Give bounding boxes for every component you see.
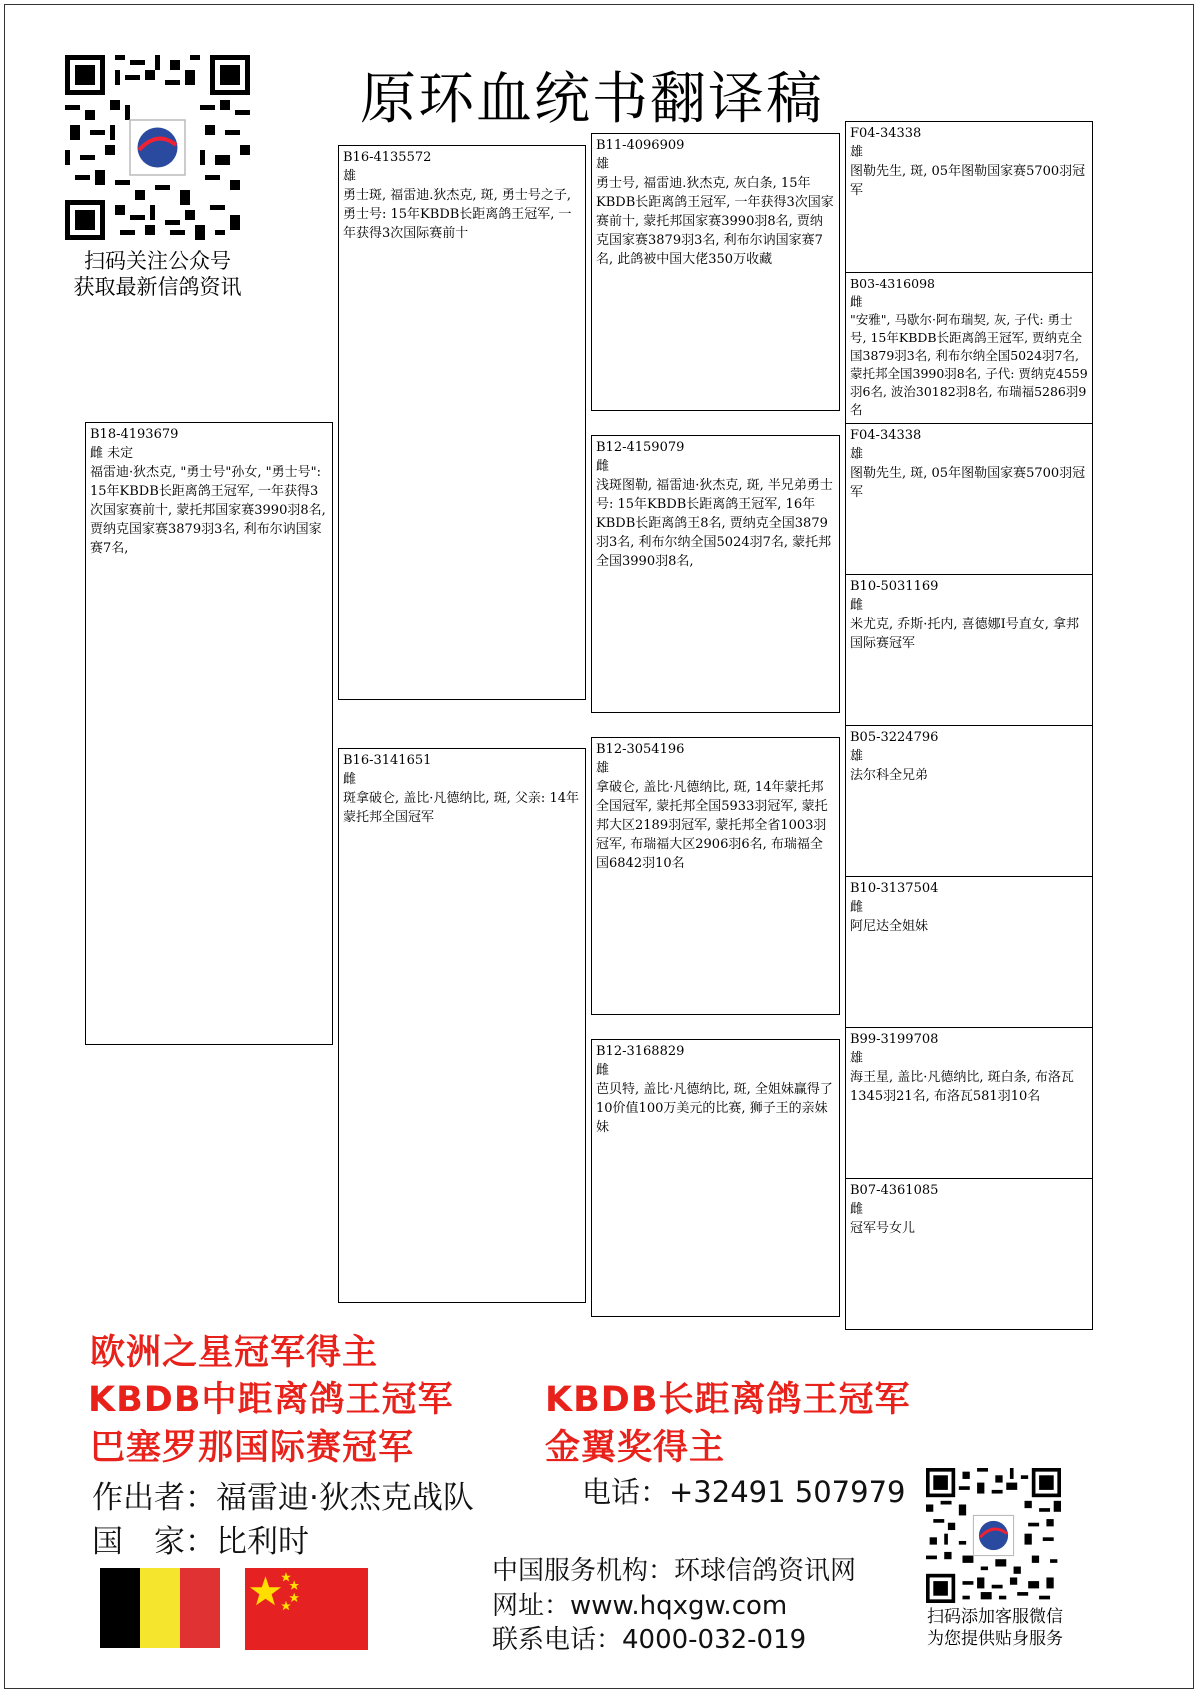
pedigree-description: 勇士斑, 福雷迪.狄杰克, 斑, 勇士号之子, 勇士号: 15年KBDB长距离鸽王冠军, 一年获得3次国际赛前十 <box>343 188 572 241</box>
sex-label: 雄 <box>850 145 864 160</box>
pedigree-sss <box>845 121 1093 273</box>
pedigree-description: "安雅", 马歇尔·阿布瑞契, 灰, 子代: 勇士号, 15年KBDB长距离鸽王冠军, 贾纳克全国3879羽3名, 利布尔纳全国5024羽7名, 蒙托邦全国3990羽8名, 子代: 贾纳克4559羽6名, 波治30182羽8名, 布瑞福5286羽9名 <box>850 312 1088 417</box>
pedigree-sdd <box>845 574 1093 726</box>
pedigree-description: 海王星, 盖比·凡德纳比, 斑白条, 布洛瓦1345羽21名, 布洛瓦581羽10名 <box>850 1070 1074 1104</box>
ring-number: F04-34338 <box>850 428 922 443</box>
pedigree-description: 斑拿破仑, 盖比·凡德纳比, 斑, 父亲: 14年蒙托邦全国冠军 <box>343 791 579 825</box>
sex-label: 雌 <box>596 1063 610 1078</box>
sex-label: 雄 <box>343 169 357 184</box>
qr-top-caption-line1: 扫码关注公众号 <box>84 249 231 273</box>
pedigree-dss <box>845 725 1093 877</box>
pedigree-description: 浅斑图勒, 福雷迪·狄杰克, 斑, 半兄弟勇士号: 15年KBDB长距离鸽王冠军, 16年KBDB长距离鸽王8名, 贾纳克全国3879羽3名, 利布尔纳全国5024羽7名, 蒙托邦全国3990羽8名, <box>596 478 833 569</box>
pedigree-dam-sire <box>591 737 840 1015</box>
page-title: 原环血统书翻译稿 <box>360 67 824 132</box>
pedigree-ddd <box>845 1178 1093 1330</box>
pedigree-sire-sire <box>591 133 840 411</box>
pedigree-dam-dam <box>591 1039 840 1317</box>
qr-bottom-caption <box>895 1606 1095 1650</box>
ring-number: B05-3224796 <box>850 730 939 745</box>
pedigree-description: 冠军号女儿 <box>850 1221 916 1236</box>
pedigree-sire-dam <box>591 435 840 713</box>
qr-bottom-caption-line2: 为您提供贴身服务 <box>927 1629 1063 1649</box>
sex-label: 雌 <box>850 900 864 915</box>
pedigree-sire <box>338 145 586 700</box>
ring-number: B10-3137504 <box>850 881 939 896</box>
breeder-country: 国 家：比利时 <box>92 1524 309 1560</box>
qr-top-caption <box>50 248 265 300</box>
pedigree-description: 福雷迪·狄杰克, "勇士号"孙女, "勇士号": 15年KBDB长距离鸽王冠军, 一年获得3次国家赛前十, 蒙托邦国家赛3990羽8名, 贾纳克国家赛3879羽3名, 利布尔讷国家赛7名, <box>90 465 326 556</box>
honor-line-3b: 金翼奖得主 <box>545 1428 726 1468</box>
ring-number: B07-4361085 <box>850 1183 939 1198</box>
ring-number: B18-4193679 <box>90 427 179 442</box>
pedigree-description: 芭贝特, 盖比·凡德纳比, 斑, 全姐妹赢得了10价值100万美元的比赛, 狮子王的亲妹妹 <box>596 1082 833 1135</box>
pedigree-dsd <box>845 876 1093 1028</box>
sex-label: 雄 <box>850 749 864 764</box>
pedigree-sds <box>845 423 1093 575</box>
sex-label: 雌 <box>850 294 863 309</box>
ring-number: B03-4316098 <box>850 276 935 291</box>
breeder-phone: 电话：+32491 507979 <box>582 1475 906 1509</box>
service-tel: 联系电话：4000-032-019 <box>492 1625 807 1655</box>
honor-line-2a: KBDB中距离鸽王冠军 <box>88 1380 454 1420</box>
pedigree-ssd <box>845 272 1093 424</box>
qr-bottom-caption-line1: 扫码添加客服微信 <box>927 1607 1063 1627</box>
ring-number: B10-5031169 <box>850 579 939 594</box>
sex-label: 雄 <box>596 157 610 172</box>
pedigree-description: 图勒先生, 斑, 05年图勒国家赛5700羽冠军 <box>850 466 1086 500</box>
sex-label: 雌 <box>850 598 864 613</box>
sex-label: 雌 <box>343 772 357 787</box>
pedigree-description: 阿尼达全姐妹 <box>850 919 929 934</box>
belgium-flag-icon <box>100 1568 220 1648</box>
pedigree-description: 图勒先生, 斑, 05年图勒国家赛5700羽冠军 <box>850 164 1086 198</box>
service-org: 中国服务机构：环球信鸽资讯网 <box>492 1556 857 1586</box>
sex-label: 雌 <box>850 1202 864 1217</box>
china-flag-icon <box>245 1568 368 1650</box>
pedigree-dds <box>845 1027 1093 1179</box>
pedigree-description: 法尔科全兄弟 <box>850 768 929 783</box>
breeder-author: 作出者：福雷迪·狄杰克战队 <box>92 1480 474 1516</box>
qr-top-caption-line2: 获取最新信鸽资讯 <box>73 275 242 299</box>
qr-code-top <box>65 55 250 240</box>
sex-label: 雌 未定 <box>90 446 134 461</box>
sex-label: 雄 <box>596 761 610 776</box>
honor-line-1: 欧洲之星冠军得主 <box>90 1333 379 1373</box>
pedigree-subject <box>85 422 333 1045</box>
qr-code-icon <box>65 55 250 240</box>
ring-number: B12-4159079 <box>596 440 685 455</box>
ring-number: B99-3199708 <box>850 1032 939 1047</box>
sex-label: 雄 <box>850 447 864 462</box>
pedigree-dam <box>338 748 586 1303</box>
ring-number: F04-34338 <box>850 126 922 141</box>
pedigree-description: 米尤克, 乔斯·托内, 喜德娜Ⅰ号直女, 拿邦国际赛冠军 <box>850 617 1080 651</box>
ring-number: B12-3054196 <box>596 742 685 757</box>
ring-number: B12-3168829 <box>596 1044 685 1059</box>
sex-label: 雄 <box>850 1051 864 1066</box>
honor-line-2b: KBDB长距离鸽王冠军 <box>545 1380 911 1420</box>
ring-number: B11-4096909 <box>596 138 685 153</box>
ring-number: B16-3141651 <box>343 753 432 768</box>
honor-line-3a: 巴塞罗那国际赛冠军 <box>90 1428 415 1468</box>
qr-code-icon <box>926 1468 1061 1603</box>
pedigree-description: 拿破仑, 盖比·凡德纳比, 斑, 14年蒙托邦全国冠军, 蒙托邦全国5933羽冠军, 蒙托邦大区2189羽冠军, 蒙托邦全省1003羽冠军, 布瑞福大区2906羽6名, 布瑞福全国6842羽10名 <box>596 780 828 871</box>
pedigree-description: 勇士号, 福雷迪.狄杰克, 灰白条, 15年KBDB长距离鸽王冠军, 一年获得3次国家赛前十, 蒙托邦国家赛3990羽8名, 贾纳克国家赛3879羽3名, 利布尔讷国家赛7名, 此鸽被中国大佬350万收藏 <box>596 176 834 267</box>
qr-code-bottom <box>926 1468 1061 1603</box>
ring-number: B16-4135572 <box>343 150 432 165</box>
service-site: 网址：www.hqxgw.com <box>492 1591 788 1621</box>
sex-label: 雌 <box>596 459 610 474</box>
